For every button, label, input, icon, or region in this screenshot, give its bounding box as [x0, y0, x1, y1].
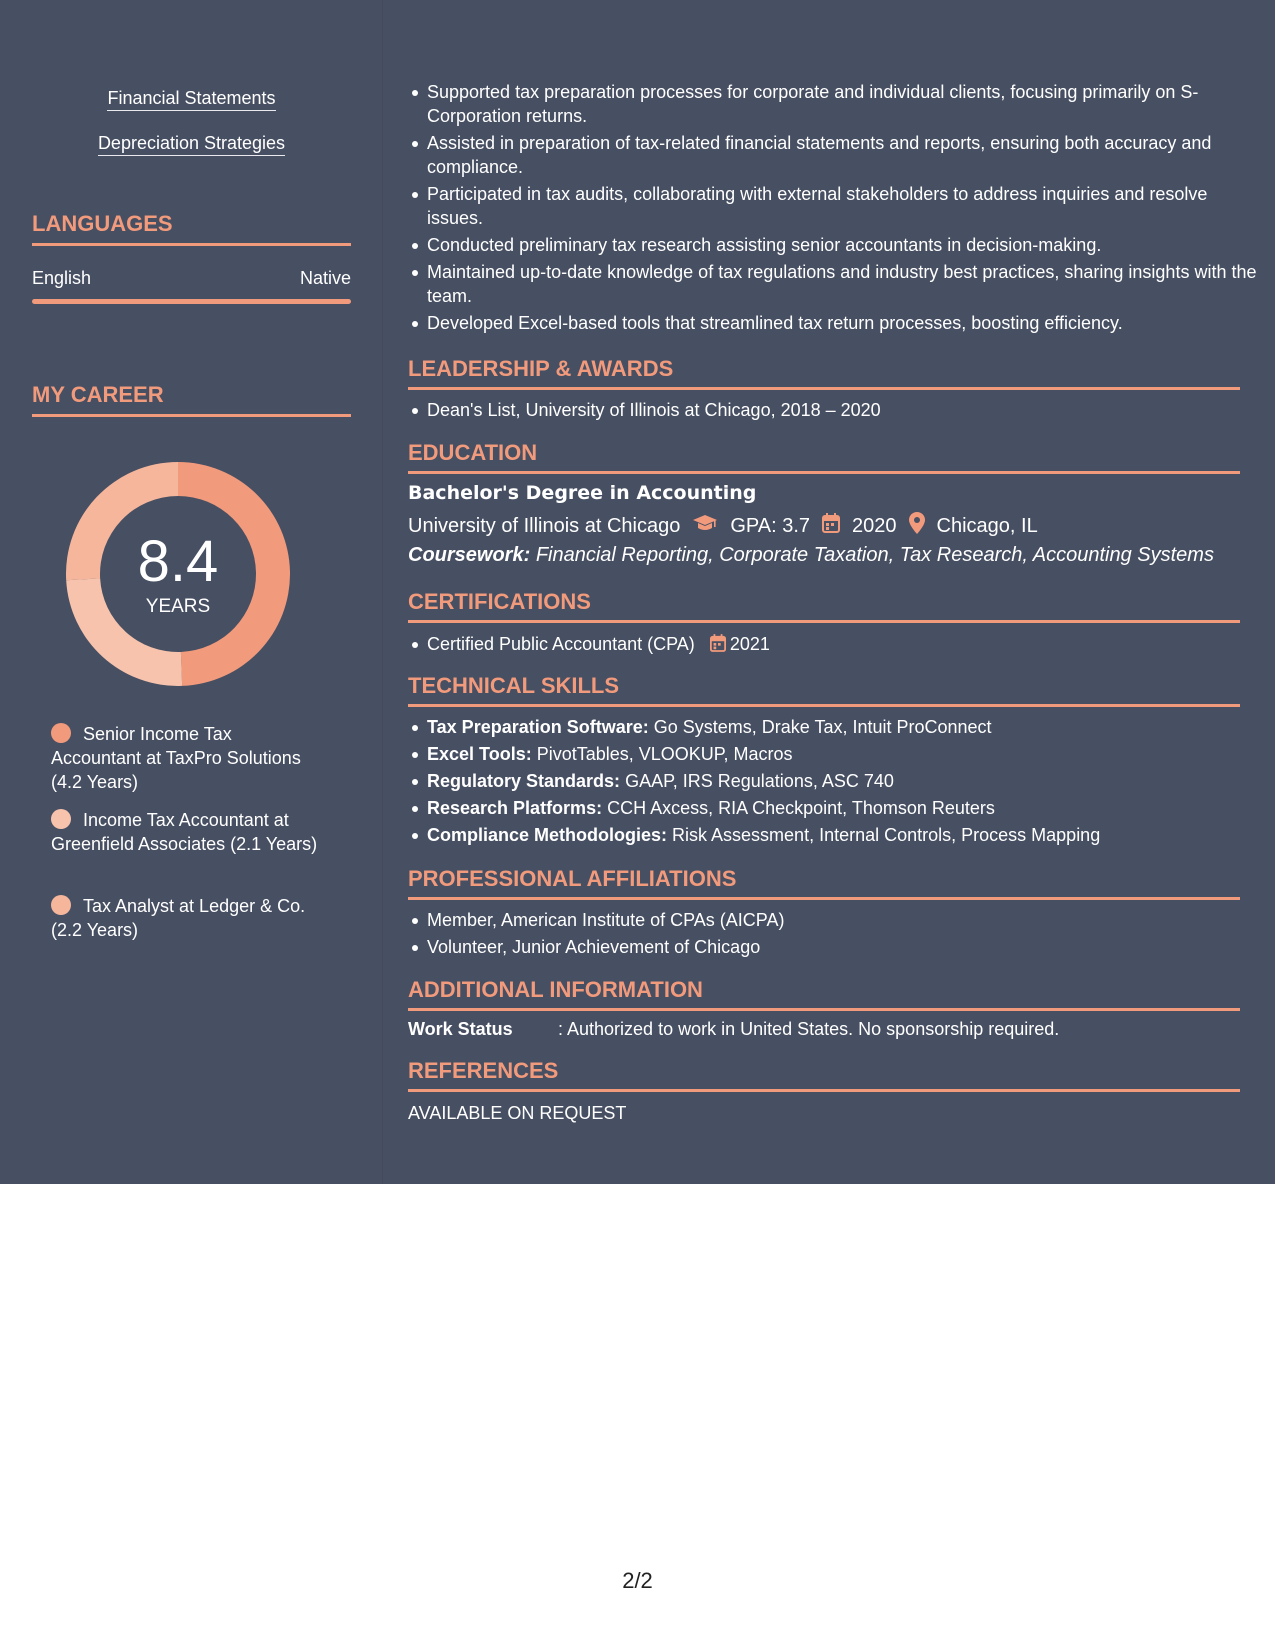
technical-skill-item: Research Platforms: CCH Axcess, RIA Checkpoint, Thomson Reuters: [427, 796, 1259, 820]
education-location: Chicago, IL: [936, 514, 1038, 537]
languages-heading: LANGUAGES: [32, 211, 351, 246]
references-heading: REFERENCES: [408, 1058, 1240, 1092]
education-degree: Bachelor's Degree in Accounting: [408, 482, 757, 504]
education-heading: EDUCATION: [408, 440, 1240, 474]
technical-skill-item: Compliance Methodologies: Risk Assessment, Internal Controls, Process Mapping: [427, 823, 1259, 847]
work-status: [408, 1019, 1059, 1040]
experience-bullet: Participated in tax audits, collaborating with external stakeholders to address inquiries and resolve issues.: [427, 182, 1259, 230]
work-status-label: Work Status: [408, 1019, 513, 1039]
career-total-unit: YEARS: [145, 596, 211, 617]
column-divider: [382, 0, 383, 1184]
certifications-list: [408, 632, 1259, 658]
skill-link-financial-statements[interactable]: Financial Statements: [32, 88, 351, 109]
leadership-list: [408, 398, 1259, 422]
technical-skills-heading: TECHNICAL SKILLS: [408, 673, 1240, 707]
education-coursework: Coursework: Financial Reporting, Corporate Taxation, Tax Research, Accounting Systems: [408, 544, 1214, 566]
experience-bullet: Conducted preliminary tax research assisting senior accountants in decision-making.: [427, 233, 1259, 257]
legend-dot-icon: [51, 895, 71, 915]
education-year: 2020: [852, 514, 897, 537]
career-total-years: 8.4: [137, 529, 219, 594]
graduation-cap-icon: [692, 514, 718, 538]
education-details: [408, 512, 1038, 540]
career-legend-item: Income Tax Accountant at Greenfield Associates (2.1 Years): [51, 810, 318, 854]
leadership-heading: LEADERSHIP & AWARDS: [408, 356, 1240, 390]
location-pin-icon: [909, 512, 925, 540]
experience-bullet: Developed Excel-based tools that streamlined tax return processes, boosting efficiency.: [427, 311, 1259, 335]
language-level-bar: [32, 299, 351, 304]
career-legend-item: Tax Analyst at Ledger & Co. (2.2 Years): [51, 896, 306, 940]
calendar-icon: [710, 634, 726, 658]
additional-info-heading: ADDITIONAL INFORMATION: [408, 977, 1240, 1011]
donut-segment-2: [66, 578, 182, 686]
certification-item: Certified Public Accountant (CPA) 2021: [427, 632, 1259, 658]
legend-dot-icon: [51, 723, 71, 743]
legend-dot-icon: [51, 809, 71, 829]
affiliation-item: Member, American Institute of CPAs (AICPA): [427, 908, 1259, 932]
experience-bullet: Assisted in preparation of tax-related financial statements and reports, ensuring both accuracy and compliance.: [427, 131, 1259, 179]
page-number: 2/2: [622, 1568, 653, 1593]
experience-bullets: [408, 80, 1259, 335]
calendar-icon: [822, 513, 840, 539]
career-heading: MY CAREER: [32, 382, 351, 417]
education-gpa: GPA: 3.7: [730, 514, 811, 537]
language-row: [32, 268, 351, 289]
experience-bullet: Maintained up-to-date knowledge of tax regulations and industry best practices, sharing insights with the team.: [427, 260, 1259, 308]
education-school: University of Illinois at Chicago: [408, 514, 681, 537]
affiliations-heading: PROFESSIONAL AFFILIATIONS: [408, 866, 1240, 900]
affiliations-list: [408, 908, 1259, 959]
experience-bullet: Supported tax preparation processes for corporate and individual clients, focusing primarily on S-Corporation returns.: [427, 80, 1259, 128]
technical-skill-item: Excel Tools: PivotTables, VLOOKUP, Macros: [427, 742, 1259, 766]
references-text: AVAILABLE ON REQUEST: [408, 1103, 627, 1123]
affiliation-item: Volunteer, Junior Achievement of Chicago: [427, 935, 1259, 959]
work-status-value: : Authorized to work in United States. No sponsorship required.: [558, 1019, 1060, 1039]
language-name: English: [32, 268, 92, 288]
technical-skill-item: Tax Preparation Software: Go Systems, Drake Tax, Intuit ProConnect: [427, 715, 1259, 739]
career-legend-item: Senior Income Tax Accountant at TaxPro Solutions (4.2 Years): [51, 724, 301, 792]
language-level: Native: [299, 268, 351, 288]
certifications-heading: CERTIFICATIONS: [408, 589, 1240, 623]
skill-link-depreciation-strategies[interactable]: Depreciation Strategies: [32, 133, 351, 154]
technical-skill-item: Regulatory Standards: GAAP, IRS Regulations, ASC 740: [427, 769, 1259, 793]
leadership-item: Dean's List, University of Illinois at Chicago, 2018 – 2020: [427, 398, 1259, 422]
technical-skills-list: [408, 715, 1259, 847]
